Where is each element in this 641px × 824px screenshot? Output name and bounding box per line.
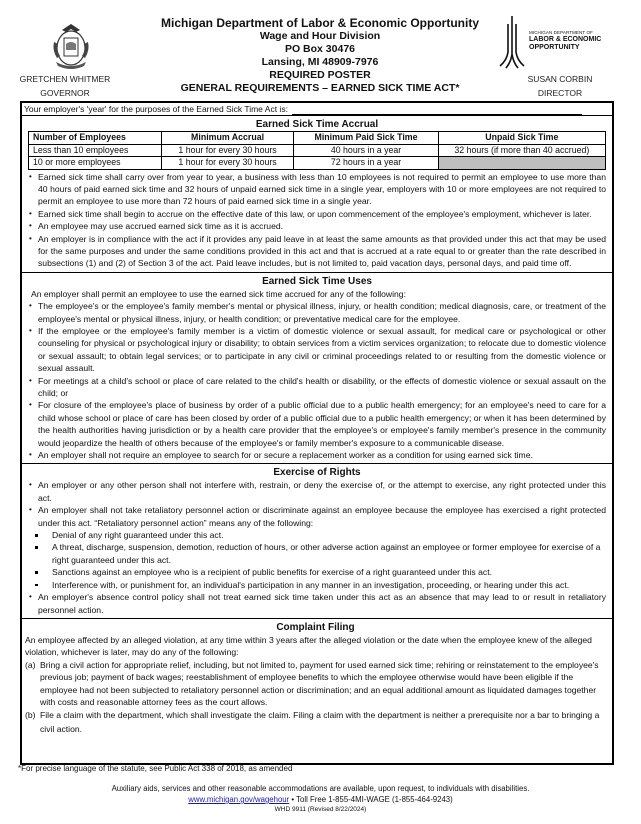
complaint-title: Complaint Filing: [276, 621, 355, 633]
complaint-intro: An employee affected by an alleged violation, at any time within 3 years after the alleged violation or the date when the employee knew of the alleged violation, whichever is later, may do any of the following:: [25, 634, 592, 658]
governor-title: GOVERNOR: [40, 88, 90, 98]
director-title: DIRECTOR: [537, 88, 583, 98]
list-item-text: An employer shall not take retaliatory personnel action or discriminate against an employee because the employee has exercised a right protected under this act. “Retaliatory personnel action” means any of the following:: [38, 505, 606, 528]
sub-list-item: Sanctions against an employee who is a recipient of public benefits for exercise of a right guaranteed under this act.: [28, 566, 606, 578]
poster-title: GENERAL REQUIREMENTS – EARNED SICK TIME ACT*: [180, 82, 460, 94]
po-box: PO Box 30476: [284, 43, 356, 55]
sub-list-item: A threat, discharge, suspension, demotion, reduction of hours, or other adverse action against an employee or former employee for exercise of a right guaranteed under this act.: [28, 541, 606, 566]
list-item: [28, 504, 606, 529]
employer-year-field[interactable]: [292, 105, 582, 115]
complaint-item-a: [25, 659, 606, 709]
column-header: Minimum Accrual: [161, 132, 294, 145]
uses-section: [22, 273, 612, 465]
wagehour-website-link[interactable]: www.michigan.gov/wagehour: [188, 795, 290, 804]
logo-big-text-1: LABOR & ECONOMIC: [529, 36, 602, 43]
director-name: SUSAN CORBIN: [527, 74, 593, 84]
complaint-section: [22, 619, 612, 738]
accrual-bullets: [28, 171, 606, 270]
uses-bullets: [28, 300, 606, 461]
item-label: (b): [25, 710, 36, 721]
accrual-title: Earned Sick Time Accrual: [255, 119, 379, 130]
poster-body: [20, 101, 614, 765]
table-header-row: [29, 132, 606, 145]
list-item: • For meetings at a child's school or place of care related to the child's health or disability, or the effects of domestic violence or sexual assault on the child; or: [28, 375, 606, 400]
michigan-state-seal-icon: [48, 20, 94, 70]
leo-logo: [497, 14, 617, 70]
list-item: • An employer or any other person shall not interfere with, restrain, or deny the exercise of, or the attempt to exercise, any right protected under this act.: [28, 479, 606, 504]
city-address: Lansing, MI 48909-7976: [261, 56, 379, 68]
accrual-table: [28, 131, 606, 170]
agency-block: [120, 16, 520, 95]
complaint-item-b: [25, 708, 606, 736]
list-item: • An employer is in compliance with the act if it provides any paid leave in at least the same amounts as that provided under this act that may be used for the same purposes and under the same conditions provided in this act and that is accrued at a rate equal to or greater than the rate described in subsections (1) and (2) of Section 3 of the act. Paid leave includes, but is not limited to, paid vacation days, personal days, and paid time off.: [28, 233, 606, 270]
list-item: • An employee may use accrued earned sick time as it is accrued.: [28, 220, 606, 232]
form-id: WHD 9911 (Revised 8/22/2024): [274, 806, 367, 813]
item-text: File a claim with the department, which shall investigate the claim. Filing a claim with the department is neither a prerequisite nor a bar to bringing a civil action.: [40, 710, 600, 735]
item-text: Bring a civil action for appropriate relief, including, but not limited to, payment for used earned sick time; rehiring or reinstatement to the employee's previous job; payment of back wages; reestablishment of employee benefits to which the employee otherwise would have been eligible if the employee had not been subjected to retaliatory personnel action or discrimination; and an equal additional amount as liquidated damages together with costs and reasonable attorney fees as the court allows.: [40, 659, 599, 707]
sub-list-item: Denial of any right guaranteed under this act.: [28, 529, 606, 541]
poster-header: [0, 0, 641, 100]
table-cell: 1 hour for every 30 hours: [161, 157, 294, 170]
statute-footnote: *For precise language of the statute, see Public Act 338 of 2018, as amended: [18, 764, 293, 773]
employer-year-row: [22, 103, 612, 116]
column-header: Number of Employees: [29, 132, 162, 145]
accrual-section: [22, 116, 612, 273]
list-item: • An employer's absence control policy shall not treat earned sick time taken under this act as an absence that may lead to or result in retaliatory personnel action.: [28, 591, 606, 616]
logo-small-text: MICHIGAN DEPARTMENT OF: [529, 30, 593, 35]
retaliatory-actions-list: [28, 529, 606, 591]
rights-bullets: [28, 479, 606, 529]
list-item: • Earned sick time shall carry over from year to year, a business with less than 10 employees is not required to permit an employee to use more than 40 hours of paid earned sick time and 32 hours of unpaid earned sick time in a single year, employers with 10 or more employees are not required to permit an employee to use more than 72 hours of paid earned sick time in a single year.: [28, 171, 606, 208]
list-item: • An employer shall not require an employee to search for or secure a replacement worker as a condition for using earned sick time.: [28, 449, 606, 461]
accommodations-note: Auxiliary aids, services and other reasonable accommodations are available, upon request, to individuals with disabilities.: [111, 784, 530, 793]
list-item: • If the employee or the employee's family member is a victim of domestic violence or sexual assault, for medical care or psychological or other counseling for physical or psychological injury or disability; to obtain services from a victim services organization; to relocate due to domestic violence or sexual assault; to obtain legal services; or to participate in any civil or criminal proceedings related to or resulting from the domestic violence or sexual assault.: [28, 325, 606, 375]
governor-name: GRETCHEN WHITMER: [19, 74, 111, 84]
table-cell: Less than 10 employees: [29, 144, 162, 157]
table-row: [29, 157, 606, 170]
poster-type: REQUIRED POSTER: [269, 69, 371, 81]
logo-big-text-2: OPPORTUNITY: [529, 44, 580, 51]
column-header: Unpaid Sick Time: [438, 132, 605, 145]
uses-intro: An employer shall permit an employee to use the earned sick time accrued for any of the following:: [31, 288, 406, 299]
table-cell: 72 hours in a year: [294, 157, 438, 170]
table-cell: 1 hour for every 30 hours: [161, 144, 294, 157]
employer-year-label: Your employer's 'year' for the purposes of the Earned Sick Time Act is:: [24, 104, 288, 114]
toll-free-number: • Toll Free 1-855-4MI-WAGE (1-855-464-9243): [289, 795, 453, 804]
table-cell: 40 hours in a year: [294, 144, 438, 157]
rights-bullets-continued: [28, 591, 606, 616]
agency-name: Michigan Department of Labor & Economic Opportunity: [160, 16, 479, 30]
column-header: Minimum Paid Sick Time: [294, 132, 438, 145]
rights-section: [22, 464, 612, 618]
table-row: [29, 144, 606, 157]
item-label: (a): [25, 659, 36, 670]
uses-title: Earned Sick Time Uses: [262, 275, 372, 287]
sub-list-item: Interference with, or punishment for, an individual's participation in any manner in an investigation, proceeding, or hearing under this act.: [28, 579, 606, 591]
table-cell-empty: [438, 157, 605, 170]
list-item: • Earned sick time shall begin to accrue on the effective date of this law, or upon commencement of the employee's employment, whichever is later.: [28, 208, 606, 220]
contact-line: [0, 795, 641, 804]
list-item: • The employee's or the employee's family member's mental or physical illness, injury, or health condition; medical diagnosis, care, or treatment of the employee's mental or physical illness, injury, or health condition; or preventative medical care for the employee.: [28, 300, 606, 325]
division-name: Wage and Hour Division: [259, 30, 381, 42]
list-item: • For closure of the employee's place of business by order of a public official due to a public health emergency; for an employee's need to care for a child whose school or place of care has been closed by order of a public official due to a public health emergency; or when it has been determined by the health authorities having jurisdiction or by a health care provider that the employee's or employee's family member's presence in the community would jeopardize the health of others because of the employee's or family member's exposure to a communicable disease.: [28, 399, 606, 449]
rights-title: Exercise of Rights: [273, 467, 361, 479]
leo-logo-icon: [497, 14, 527, 70]
table-cell: 32 hours (if more than 40 accrued): [438, 144, 605, 157]
table-cell: 10 or more employees: [29, 157, 162, 170]
